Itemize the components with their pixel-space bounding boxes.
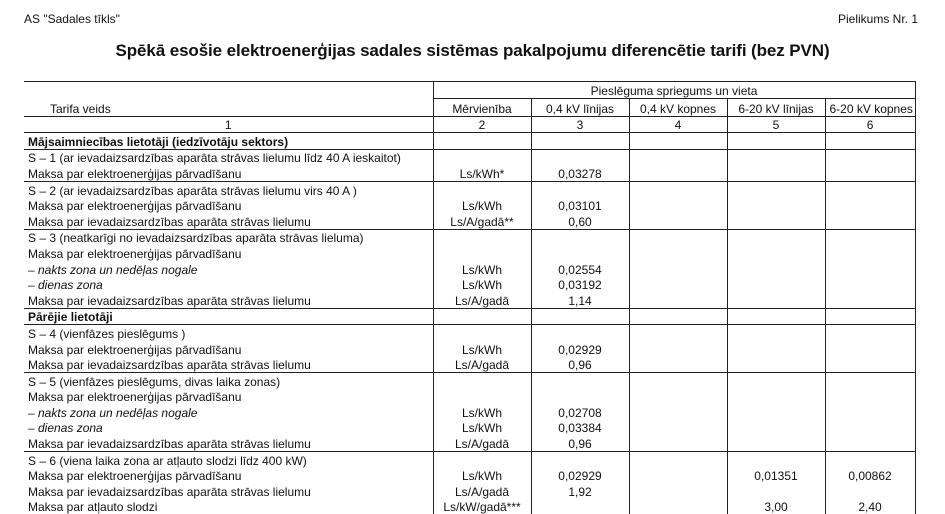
column-number-row bbox=[24, 116, 915, 133]
value-cell bbox=[531, 325, 629, 341]
row-label: – nakts zona un nedēļas nogale bbox=[24, 404, 433, 420]
column-header-620kv-lines: 6-20 kV līnijas bbox=[727, 98, 825, 116]
value-cell: 0,01351 bbox=[727, 468, 825, 484]
row-label: – nakts zona un nedēļas nogale bbox=[24, 261, 433, 277]
table-row bbox=[24, 389, 915, 405]
value-cell: 0,96 bbox=[531, 357, 629, 373]
value-cell: 0,02929 bbox=[531, 468, 629, 484]
unit-cell: Ls/kWh bbox=[433, 198, 531, 214]
row-label: – dienas zona bbox=[24, 420, 433, 436]
value-cell bbox=[825, 277, 915, 293]
value-cell bbox=[825, 292, 915, 308]
tariff-group-row bbox=[24, 452, 915, 468]
value-cell bbox=[727, 435, 825, 451]
value-cell bbox=[727, 325, 825, 341]
value-cell bbox=[825, 149, 915, 165]
value-cell bbox=[629, 261, 727, 277]
value-cell bbox=[629, 165, 727, 181]
table-row bbox=[24, 165, 915, 181]
unit-cell: Ls/kW/gadā*** bbox=[433, 499, 531, 514]
row-label: Maksa par elektroenerģijas pārvadīšanu bbox=[24, 341, 433, 357]
value-cell: 0,02554 bbox=[531, 261, 629, 277]
value-cell bbox=[629, 198, 727, 214]
table-row bbox=[24, 404, 915, 420]
column-header-tariff-type: Tarifa veids bbox=[24, 98, 433, 116]
value-cell: 0,03384 bbox=[531, 420, 629, 436]
table-row bbox=[24, 261, 915, 277]
row-label: Maksa par ievadaizsardzības aparāta strāvas lielumu bbox=[24, 435, 433, 451]
unit-cell bbox=[433, 229, 531, 245]
value-cell bbox=[531, 181, 629, 197]
column-number: 5 bbox=[727, 116, 825, 133]
value-cell bbox=[825, 261, 915, 277]
value-cell bbox=[629, 420, 727, 436]
column-header-unit: Mērvienība bbox=[433, 98, 531, 116]
unit-cell: Ls/A/gadā bbox=[433, 435, 531, 451]
table-row bbox=[24, 357, 915, 373]
value-cell: 0,02708 bbox=[531, 404, 629, 420]
value-cell bbox=[727, 245, 825, 261]
section-row bbox=[24, 133, 915, 150]
value-cell bbox=[629, 277, 727, 293]
unit-cell bbox=[433, 133, 531, 150]
value-cell bbox=[825, 341, 915, 357]
value-cell bbox=[629, 213, 727, 229]
value-cell bbox=[825, 133, 915, 150]
value-cell bbox=[727, 404, 825, 420]
value-cell bbox=[825, 452, 915, 468]
unit-cell: Ls/kWh bbox=[433, 341, 531, 357]
value-cell bbox=[531, 133, 629, 150]
value-cell bbox=[825, 420, 915, 436]
column-number: 3 bbox=[531, 116, 629, 133]
value-cell bbox=[825, 229, 915, 245]
tariff-group-row bbox=[24, 229, 915, 245]
value-cell: 0,03101 bbox=[531, 198, 629, 214]
value-cell bbox=[825, 404, 915, 420]
value-cell bbox=[629, 133, 727, 150]
value-cell bbox=[629, 229, 727, 245]
value-cell bbox=[825, 325, 915, 341]
unit-cell bbox=[433, 389, 531, 405]
table-row bbox=[24, 198, 915, 214]
attachment-label: Pielikums Nr. 1 bbox=[837, 12, 918, 26]
value-cell: 3,00 bbox=[727, 499, 825, 514]
value-cell: 2,40 bbox=[825, 499, 915, 514]
unit-cell: Ls/kWh bbox=[433, 420, 531, 436]
value-cell bbox=[727, 149, 825, 165]
row-label: – dienas zona bbox=[24, 277, 433, 293]
value-cell bbox=[825, 389, 915, 405]
row-label: Maksa par elektroenerģijas pārvadīšanu bbox=[24, 198, 433, 214]
column-number: 4 bbox=[629, 116, 727, 133]
value-cell bbox=[825, 308, 915, 325]
row-label: Maksa par elektroenerģijas pārvadīšanu bbox=[24, 245, 433, 261]
value-cell: 0,02929 bbox=[531, 341, 629, 357]
unit-cell: Ls/kWh bbox=[433, 261, 531, 277]
unit-cell bbox=[433, 181, 531, 197]
value-cell bbox=[727, 133, 825, 150]
value-cell bbox=[727, 277, 825, 293]
row-label: Maksa par ievadaizsardzības aparāta strāvas lielumu bbox=[24, 213, 433, 229]
value-cell bbox=[727, 261, 825, 277]
unit-cell bbox=[433, 149, 531, 165]
value-cell bbox=[727, 213, 825, 229]
value-cell bbox=[629, 499, 727, 514]
unit-cell: Ls/kWh bbox=[433, 468, 531, 484]
value-cell: 1,14 bbox=[531, 292, 629, 308]
table-header-group-row bbox=[24, 82, 915, 99]
column-header-04kv-busbars: 0,4 kV kopnes bbox=[629, 98, 727, 116]
page-title: Spēkā esošie elektroenerģijas sadales sistēmas pakalpojumu diferencētie tarifi (bez PVN) bbox=[115, 41, 830, 60]
row-label: Maksa par elektroenerģijas pārvadīšanu bbox=[24, 165, 433, 181]
value-cell bbox=[825, 357, 915, 373]
tariff-group-row bbox=[24, 373, 915, 389]
value-cell bbox=[531, 452, 629, 468]
value-cell bbox=[727, 181, 825, 197]
header-empty-cell bbox=[24, 82, 433, 99]
value-cell bbox=[531, 373, 629, 389]
value-cell bbox=[629, 435, 727, 451]
row-label: Maksa par elektroenerģijas pārvadīšanu bbox=[24, 468, 433, 484]
row-label: S – 3 (neatkarīgi no ievadaizsardzības aparāta strāvas lieluma) bbox=[24, 229, 433, 245]
unit-cell: Ls/kWh* bbox=[433, 165, 531, 181]
value-cell bbox=[629, 389, 727, 405]
table-row bbox=[24, 277, 915, 293]
value-cell bbox=[825, 165, 915, 181]
table-row bbox=[24, 483, 915, 499]
value-cell bbox=[531, 499, 629, 514]
value-cell bbox=[531, 245, 629, 261]
value-cell bbox=[531, 229, 629, 245]
value-cell: 0,60 bbox=[531, 213, 629, 229]
unit-cell bbox=[433, 373, 531, 389]
column-number: 2 bbox=[433, 116, 531, 133]
tariff-table bbox=[24, 81, 916, 514]
row-label: Pārējie lietotāji bbox=[24, 308, 433, 325]
table-row bbox=[24, 420, 915, 436]
value-cell bbox=[531, 389, 629, 405]
unit-cell bbox=[433, 325, 531, 341]
value-cell bbox=[629, 149, 727, 165]
value-cell bbox=[825, 198, 915, 214]
value-cell bbox=[825, 245, 915, 261]
unit-cell: Ls/kWh bbox=[433, 277, 531, 293]
voltage-group-header: Pieslēguma spriegums un vieta bbox=[433, 82, 915, 99]
column-number: 1 bbox=[24, 116, 433, 133]
column-header-620kv-busbars: 6-20 kV kopnes bbox=[825, 98, 915, 116]
value-cell bbox=[825, 181, 915, 197]
row-label: S – 5 (vienfāzes pieslēgums, divas laika zonas) bbox=[24, 373, 433, 389]
value-cell bbox=[629, 404, 727, 420]
value-cell bbox=[727, 357, 825, 373]
value-cell bbox=[531, 149, 629, 165]
table-row bbox=[24, 341, 915, 357]
row-label: Maksa par ievadaizsardzības aparāta strāvas lielumu bbox=[24, 292, 433, 308]
unit-cell: Ls/A/gadā bbox=[433, 292, 531, 308]
value-cell bbox=[629, 357, 727, 373]
value-cell bbox=[825, 213, 915, 229]
table-row bbox=[24, 468, 915, 484]
value-cell bbox=[629, 245, 727, 261]
value-cell bbox=[727, 420, 825, 436]
value-cell bbox=[727, 452, 825, 468]
table-row bbox=[24, 292, 915, 308]
value-cell bbox=[629, 483, 727, 499]
value-cell: 0,03278 bbox=[531, 165, 629, 181]
unit-cell: Ls/A/gadā bbox=[433, 483, 531, 499]
value-cell bbox=[629, 341, 727, 357]
value-cell bbox=[531, 308, 629, 325]
unit-cell bbox=[433, 308, 531, 325]
value-cell bbox=[727, 341, 825, 357]
unit-cell bbox=[433, 452, 531, 468]
value-cell bbox=[727, 229, 825, 245]
unit-cell: Ls/kWh bbox=[433, 404, 531, 420]
table-row bbox=[24, 245, 915, 261]
value-cell bbox=[727, 373, 825, 389]
value-cell bbox=[825, 435, 915, 451]
value-cell bbox=[727, 292, 825, 308]
value-cell bbox=[629, 452, 727, 468]
value-cell bbox=[629, 181, 727, 197]
row-label: S – 2 (ar ievadaizsardzības aparāta strāvas lielumu virs 40 A ) bbox=[24, 181, 433, 197]
table-row bbox=[24, 499, 915, 514]
row-label: Mājsaimniecības lietotāji (iedzīvotāju sektors) bbox=[24, 133, 433, 150]
row-label: Maksa par ievadaizsardzības aparāta strāvas lielumu bbox=[24, 483, 433, 499]
unit-cell bbox=[433, 245, 531, 261]
tariff-group-row bbox=[24, 325, 915, 341]
value-cell bbox=[629, 308, 727, 325]
value-cell: 0,96 bbox=[531, 435, 629, 451]
row-label: Maksa par elektroenerģijas pārvadīšanu bbox=[24, 389, 433, 405]
row-label: Maksa par ievadaizsardzības aparāta strāvas lielumu bbox=[24, 357, 433, 373]
row-label: Maksa par atļauto slodzi bbox=[24, 499, 433, 514]
value-cell bbox=[727, 389, 825, 405]
table-row bbox=[24, 213, 915, 229]
column-number: 6 bbox=[825, 116, 915, 133]
value-cell bbox=[727, 165, 825, 181]
value-cell bbox=[629, 373, 727, 389]
value-cell bbox=[825, 373, 915, 389]
tariff-group-row bbox=[24, 181, 915, 197]
value-cell: 1,92 bbox=[531, 483, 629, 499]
value-cell: 0,00862 bbox=[825, 468, 915, 484]
value-cell bbox=[727, 308, 825, 325]
value-cell: 0,03192 bbox=[531, 277, 629, 293]
value-cell bbox=[825, 483, 915, 499]
section-row bbox=[24, 308, 915, 325]
value-cell bbox=[727, 483, 825, 499]
value-cell bbox=[727, 198, 825, 214]
tariff-group-row bbox=[24, 149, 915, 165]
row-label: S – 1 (ar ievadaizsardzības aparāta strāvas lielumu līdz 40 A ieskaitot) bbox=[24, 149, 433, 165]
table-header-row bbox=[24, 98, 915, 116]
company-name: AS "Sadales tīkls" bbox=[24, 12, 120, 26]
column-header-04kv-lines: 0,4 kV līnijas bbox=[531, 98, 629, 116]
unit-cell: Ls/A/gadā bbox=[433, 357, 531, 373]
row-label: S – 4 (vienfāzes pieslēgums ) bbox=[24, 325, 433, 341]
value-cell bbox=[629, 468, 727, 484]
value-cell bbox=[629, 325, 727, 341]
table-row bbox=[24, 435, 915, 451]
row-label: S – 6 (viena laika zona ar atļauto slodzi līdz 400 kW) bbox=[24, 452, 433, 468]
unit-cell: Ls/A/gadā** bbox=[433, 213, 531, 229]
value-cell bbox=[629, 292, 727, 308]
